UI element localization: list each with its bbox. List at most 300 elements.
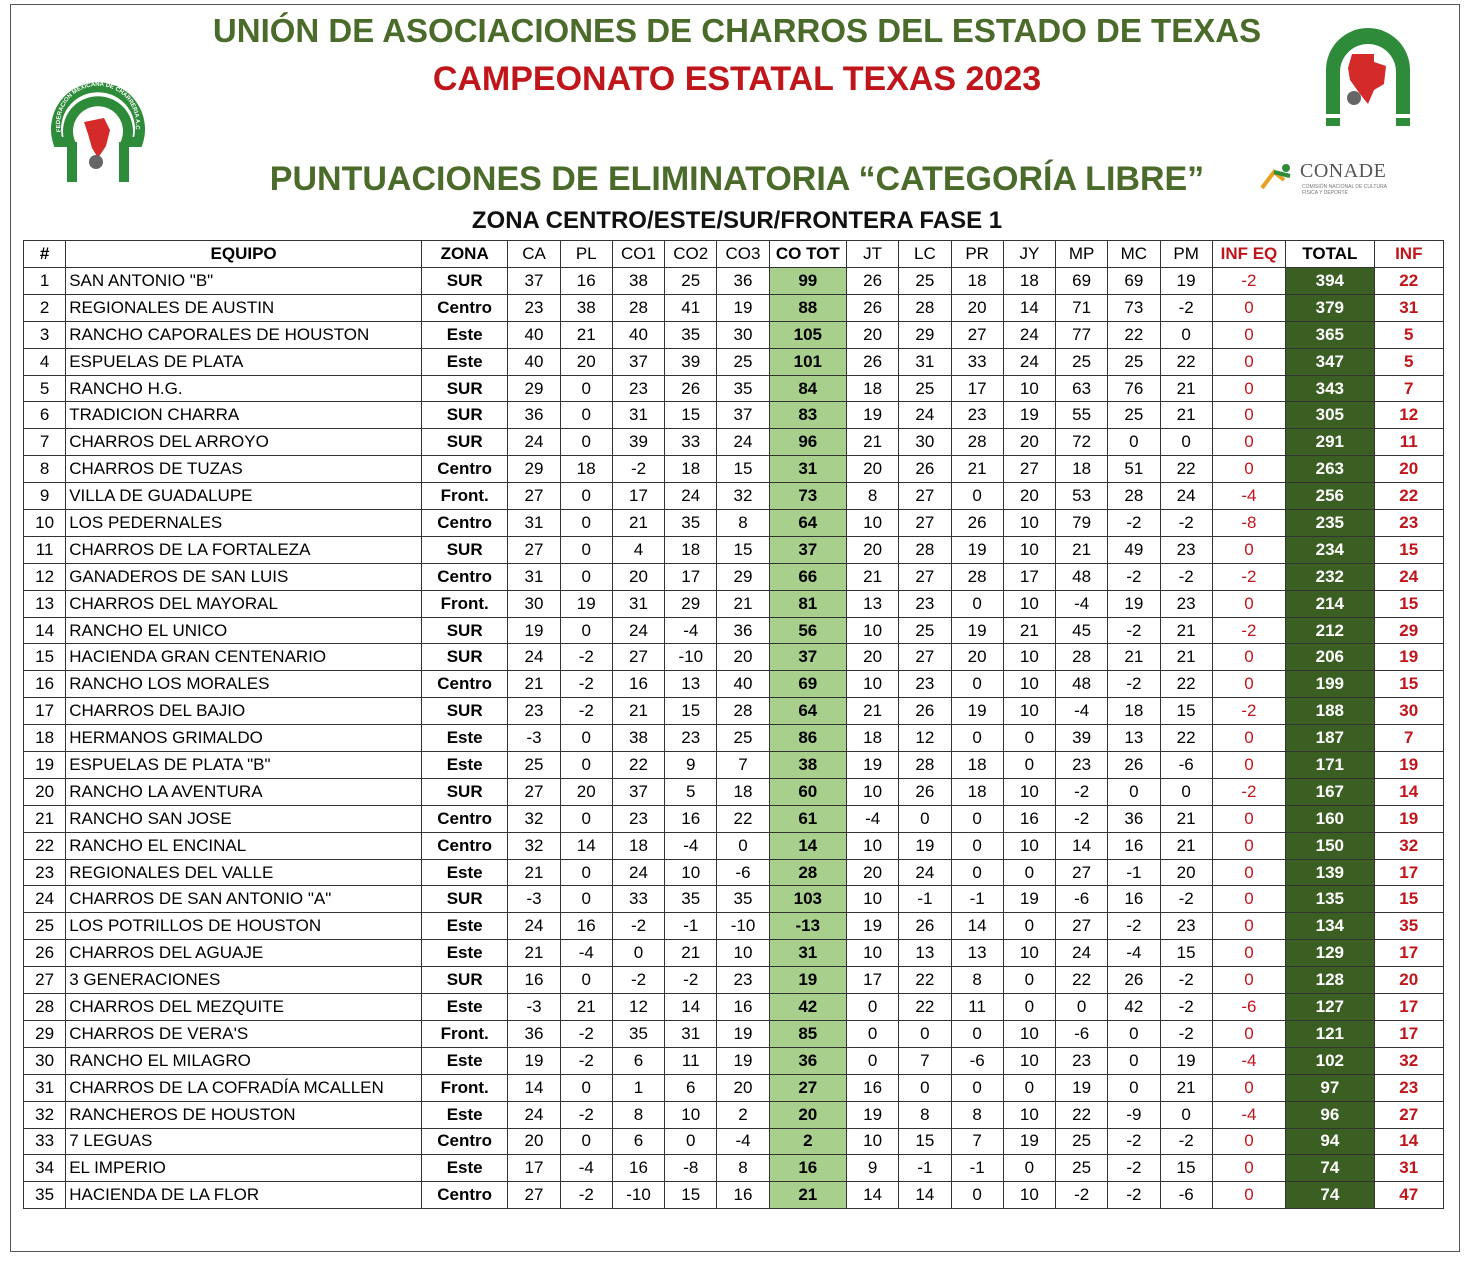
- pl-cell: 38: [560, 294, 612, 321]
- rank-cell: 22: [24, 832, 66, 859]
- col-header: INF: [1374, 241, 1443, 268]
- jt-cell: 21: [847, 698, 899, 725]
- co1-cell: 37: [612, 348, 664, 375]
- pm-cell: -2: [1160, 886, 1212, 913]
- infeq-cell: 0: [1212, 725, 1285, 752]
- rank-cell: 27: [24, 967, 66, 994]
- infeq-cell: -4: [1212, 1101, 1285, 1128]
- zona-cell: Centro: [421, 832, 507, 859]
- pr-cell: 0: [951, 671, 1003, 698]
- jt-cell: 19: [847, 402, 899, 429]
- ca-cell: 24: [508, 429, 560, 456]
- pr-cell: 18: [951, 778, 1003, 805]
- zona-cell: Este: [421, 913, 507, 940]
- total-cell: 187: [1286, 725, 1374, 752]
- ca-cell: 17: [508, 1155, 560, 1182]
- zona-cell: Este: [421, 1101, 507, 1128]
- rank-cell: 15: [24, 644, 66, 671]
- team-name-cell: VILLA DE GUADALUPE: [66, 483, 422, 510]
- team-name-cell: RANCHO SAN JOSE: [66, 805, 422, 832]
- cotot-cell: 84: [769, 375, 846, 402]
- zona-cell: SUR: [421, 967, 507, 994]
- zona-cell: SUR: [421, 375, 507, 402]
- jy-cell: 10: [1003, 644, 1055, 671]
- table-row: [24, 698, 1444, 725]
- co3-cell: 19: [717, 1020, 769, 1047]
- pl-cell: 21: [560, 994, 612, 1021]
- jy-cell: 19: [1003, 886, 1055, 913]
- co2-cell: 41: [665, 294, 717, 321]
- jt-cell: 21: [847, 429, 899, 456]
- rank-cell: 7: [24, 429, 66, 456]
- pr-cell: -1: [951, 886, 1003, 913]
- table-row: [24, 1182, 1444, 1209]
- inf-cell: 5: [1374, 348, 1443, 375]
- inf-cell: 15: [1374, 886, 1443, 913]
- co2-cell: 23: [665, 725, 717, 752]
- zona-cell: Centro: [421, 1128, 507, 1155]
- inf-cell: 7: [1374, 725, 1443, 752]
- rank-cell: 11: [24, 536, 66, 563]
- pl-cell: 0: [560, 725, 612, 752]
- jt-cell: 10: [847, 886, 899, 913]
- pr-cell: -1: [951, 1155, 1003, 1182]
- pl-cell: -2: [560, 1047, 612, 1074]
- ca-cell: 30: [508, 590, 560, 617]
- pr-cell: 19: [951, 698, 1003, 725]
- infeq-cell: 0: [1212, 1155, 1285, 1182]
- rank-cell: 35: [24, 1182, 66, 1209]
- lc-cell: 8: [899, 1101, 951, 1128]
- table-row: [24, 268, 1444, 295]
- pr-cell: 0: [951, 805, 1003, 832]
- total-cell: 256: [1286, 483, 1374, 510]
- inf-cell: 19: [1374, 752, 1443, 779]
- co2-cell: 15: [665, 698, 717, 725]
- team-name-cell: TRADICION CHARRA: [66, 402, 422, 429]
- total-cell: 199: [1286, 671, 1374, 698]
- jt-cell: 19: [847, 752, 899, 779]
- pm-cell: 19: [1160, 268, 1212, 295]
- co3-cell: -10: [717, 913, 769, 940]
- co1-cell: 31: [612, 590, 664, 617]
- mc-cell: 21: [1108, 644, 1160, 671]
- co2-cell: 10: [665, 859, 717, 886]
- infeq-cell: 0: [1212, 321, 1285, 348]
- co1-cell: 4: [612, 536, 664, 563]
- co3-cell: 19: [717, 294, 769, 321]
- inf-cell: 23: [1374, 1074, 1443, 1101]
- co2-cell: 24: [665, 483, 717, 510]
- zona-cell: Front.: [421, 483, 507, 510]
- team-name-cell: RANCHO EL MILAGRO: [66, 1047, 422, 1074]
- pm-cell: 23: [1160, 590, 1212, 617]
- table-row: [24, 1074, 1444, 1101]
- ca-cell: 24: [508, 1101, 560, 1128]
- pl-cell: -4: [560, 940, 612, 967]
- infeq-cell: 0: [1212, 752, 1285, 779]
- pm-cell: 24: [1160, 483, 1212, 510]
- co1-cell: 38: [612, 725, 664, 752]
- jy-cell: 10: [1003, 778, 1055, 805]
- mc-cell: -2: [1108, 1182, 1160, 1209]
- pm-cell: -2: [1160, 1128, 1212, 1155]
- mc-cell: 49: [1108, 536, 1160, 563]
- zona-cell: SUR: [421, 429, 507, 456]
- table-row: [24, 725, 1444, 752]
- pl-cell: 14: [560, 832, 612, 859]
- mp-cell: 23: [1056, 1047, 1108, 1074]
- total-cell: 74: [1286, 1155, 1374, 1182]
- rank-cell: 18: [24, 725, 66, 752]
- infeq-cell: 0: [1212, 886, 1285, 913]
- pm-cell: 20: [1160, 859, 1212, 886]
- cotot-cell: 19: [769, 967, 846, 994]
- rank-cell: 24: [24, 886, 66, 913]
- total-cell: 212: [1286, 617, 1374, 644]
- rank-cell: 8: [24, 456, 66, 483]
- mp-cell: 0: [1056, 994, 1108, 1021]
- rank-cell: 6: [24, 402, 66, 429]
- ca-cell: -3: [508, 994, 560, 1021]
- mp-cell: -4: [1056, 698, 1108, 725]
- lc-cell: 23: [899, 590, 951, 617]
- total-cell: 121: [1286, 1020, 1374, 1047]
- zona-cell: Centro: [421, 1182, 507, 1209]
- zona-cell: Front.: [421, 1020, 507, 1047]
- total-cell: 128: [1286, 967, 1374, 994]
- mc-cell: 13: [1108, 725, 1160, 752]
- team-name-cell: LOS POTRILLOS DE HOUSTON: [66, 913, 422, 940]
- infeq-cell: -2: [1212, 268, 1285, 295]
- infeq-cell: 0: [1212, 1020, 1285, 1047]
- pm-cell: 22: [1160, 671, 1212, 698]
- ca-cell: 29: [508, 456, 560, 483]
- co3-cell: 24: [717, 429, 769, 456]
- table-row: [24, 510, 1444, 537]
- pr-cell: 8: [951, 967, 1003, 994]
- total-cell: 305: [1286, 402, 1374, 429]
- jt-cell: 18: [847, 725, 899, 752]
- pm-cell: 21: [1160, 805, 1212, 832]
- pm-cell: -2: [1160, 563, 1212, 590]
- jt-cell: 16: [847, 1074, 899, 1101]
- ca-cell: -3: [508, 886, 560, 913]
- rank-cell: 3: [24, 321, 66, 348]
- inf-cell: 22: [1374, 483, 1443, 510]
- rank-cell: 1: [24, 268, 66, 295]
- pm-cell: -2: [1160, 1020, 1212, 1047]
- mc-cell: 18: [1108, 698, 1160, 725]
- team-name-cell: CHARROS DEL MAYORAL: [66, 590, 422, 617]
- mc-cell: -2: [1108, 617, 1160, 644]
- total-cell: 347: [1286, 348, 1374, 375]
- team-name-cell: GANADEROS DE SAN LUIS: [66, 563, 422, 590]
- pm-cell: 15: [1160, 698, 1212, 725]
- co3-cell: 36: [717, 617, 769, 644]
- mc-cell: 42: [1108, 994, 1160, 1021]
- zona-cell: Este: [421, 1155, 507, 1182]
- inf-cell: 7: [1374, 375, 1443, 402]
- zona-cell: Este: [421, 752, 507, 779]
- co3-cell: 29: [717, 563, 769, 590]
- co2-cell: -4: [665, 617, 717, 644]
- co3-cell: 40: [717, 671, 769, 698]
- inf-cell: 14: [1374, 778, 1443, 805]
- infeq-cell: -2: [1212, 617, 1285, 644]
- pl-cell: 0: [560, 402, 612, 429]
- mc-cell: -2: [1108, 671, 1160, 698]
- table-row: [24, 994, 1444, 1021]
- lc-cell: 28: [899, 536, 951, 563]
- mp-cell: 19: [1056, 1074, 1108, 1101]
- ca-cell: 21: [508, 940, 560, 967]
- infeq-cell: 0: [1212, 375, 1285, 402]
- pl-cell: 0: [560, 1128, 612, 1155]
- co2-cell: 14: [665, 994, 717, 1021]
- co1-cell: 28: [612, 294, 664, 321]
- co2-cell: 33: [665, 429, 717, 456]
- jt-cell: 19: [847, 1101, 899, 1128]
- inf-cell: 35: [1374, 913, 1443, 940]
- jy-cell: 19: [1003, 1128, 1055, 1155]
- co2-cell: 17: [665, 563, 717, 590]
- co1-cell: 1: [612, 1074, 664, 1101]
- pm-cell: 22: [1160, 456, 1212, 483]
- pl-cell: 18: [560, 456, 612, 483]
- co3-cell: 35: [717, 375, 769, 402]
- pr-cell: 19: [951, 536, 1003, 563]
- co3-cell: 20: [717, 1074, 769, 1101]
- jy-cell: 10: [1003, 1182, 1055, 1209]
- table-row: [24, 805, 1444, 832]
- jy-cell: 10: [1003, 1101, 1055, 1128]
- col-header: INF EQ: [1212, 241, 1285, 268]
- mp-cell: 25: [1056, 1155, 1108, 1182]
- ca-cell: 40: [508, 348, 560, 375]
- zona-cell: Front.: [421, 590, 507, 617]
- co2-cell: 6: [665, 1074, 717, 1101]
- infeq-cell: 0: [1212, 294, 1285, 321]
- co1-cell: 23: [612, 375, 664, 402]
- zona-cell: Centro: [421, 294, 507, 321]
- ca-cell: 27: [508, 778, 560, 805]
- pl-cell: 0: [560, 510, 612, 537]
- table-row: [24, 886, 1444, 913]
- total-cell: 188: [1286, 698, 1374, 725]
- co3-cell: 30: [717, 321, 769, 348]
- mc-cell: 36: [1108, 805, 1160, 832]
- total-cell: 97: [1286, 1074, 1374, 1101]
- pr-cell: 0: [951, 1020, 1003, 1047]
- table-row: [24, 671, 1444, 698]
- mp-cell: 14: [1056, 832, 1108, 859]
- cotot-cell: 103: [769, 886, 846, 913]
- rank-cell: 13: [24, 590, 66, 617]
- co3-cell: 0: [717, 832, 769, 859]
- co1-cell: 6: [612, 1128, 664, 1155]
- co2-cell: 18: [665, 456, 717, 483]
- mc-cell: 76: [1108, 375, 1160, 402]
- ca-cell: 20: [508, 1128, 560, 1155]
- jt-cell: -4: [847, 805, 899, 832]
- co2-cell: 26: [665, 375, 717, 402]
- co2-cell: 39: [665, 348, 717, 375]
- cotot-cell: 36: [769, 1047, 846, 1074]
- cotot-cell: 31: [769, 940, 846, 967]
- mc-cell: 69: [1108, 268, 1160, 295]
- lc-cell: 19: [899, 832, 951, 859]
- cotot-cell: 2: [769, 1128, 846, 1155]
- total-cell: 129: [1286, 940, 1374, 967]
- jt-cell: 10: [847, 940, 899, 967]
- pr-cell: 23: [951, 402, 1003, 429]
- team-name-cell: CHARROS DE LA FORTALEZA: [66, 536, 422, 563]
- jy-cell: 17: [1003, 563, 1055, 590]
- lc-cell: 28: [899, 294, 951, 321]
- co2-cell: 25: [665, 268, 717, 295]
- cotot-cell: 38: [769, 752, 846, 779]
- col-header: CA: [508, 241, 560, 268]
- team-name-cell: CHARROS DE SAN ANTONIO "A": [66, 886, 422, 913]
- inf-cell: 24: [1374, 563, 1443, 590]
- pm-cell: -2: [1160, 967, 1212, 994]
- pm-cell: 22: [1160, 348, 1212, 375]
- mp-cell: 27: [1056, 913, 1108, 940]
- infeq-cell: 0: [1212, 1182, 1285, 1209]
- cotot-cell: 64: [769, 698, 846, 725]
- infeq-cell: 0: [1212, 1074, 1285, 1101]
- lc-cell: 26: [899, 913, 951, 940]
- mc-cell: -2: [1108, 563, 1160, 590]
- table-row: [24, 321, 1444, 348]
- col-header: MP: [1056, 241, 1108, 268]
- infeq-cell: 0: [1212, 1128, 1285, 1155]
- col-header: PM: [1160, 241, 1212, 268]
- co1-cell: 38: [612, 268, 664, 295]
- team-name-cell: RANCHO EL ENCINAL: [66, 832, 422, 859]
- jy-cell: 0: [1003, 967, 1055, 994]
- infeq-cell: -2: [1212, 778, 1285, 805]
- mp-cell: 25: [1056, 348, 1108, 375]
- pl-cell: 21: [560, 321, 612, 348]
- co1-cell: 24: [612, 859, 664, 886]
- team-name-cell: ESPUELAS DE PLATA: [66, 348, 422, 375]
- team-name-cell: HACIENDA GRAN CENTENARIO: [66, 644, 422, 671]
- pr-cell: 27: [951, 321, 1003, 348]
- co1-cell: 24: [612, 617, 664, 644]
- jy-cell: 10: [1003, 698, 1055, 725]
- co3-cell: 25: [717, 725, 769, 752]
- jy-cell: 0: [1003, 913, 1055, 940]
- cotot-cell: 60: [769, 778, 846, 805]
- jt-cell: 18: [847, 375, 899, 402]
- mc-cell: 26: [1108, 967, 1160, 994]
- mp-cell: 79: [1056, 510, 1108, 537]
- pr-cell: 20: [951, 644, 1003, 671]
- jt-cell: 10: [847, 1128, 899, 1155]
- pr-cell: 26: [951, 510, 1003, 537]
- team-name-cell: ESPUELAS DE PLATA "B": [66, 752, 422, 779]
- team-name-cell: CHARROS DEL AGUAJE: [66, 940, 422, 967]
- ca-cell: 24: [508, 644, 560, 671]
- co3-cell: 21: [717, 590, 769, 617]
- jt-cell: 17: [847, 967, 899, 994]
- total-cell: 94: [1286, 1128, 1374, 1155]
- col-header: PR: [951, 241, 1003, 268]
- team-name-cell: LOS PEDERNALES: [66, 510, 422, 537]
- document-header: [0, 0, 1474, 240]
- table-row: [24, 1047, 1444, 1074]
- ca-cell: 24: [508, 913, 560, 940]
- inf-cell: 29: [1374, 617, 1443, 644]
- team-name-cell: 3 GENERACIONES: [66, 967, 422, 994]
- table-row: [24, 294, 1444, 321]
- pm-cell: 0: [1160, 1101, 1212, 1128]
- zona-cell: SUR: [421, 268, 507, 295]
- rank-cell: 9: [24, 483, 66, 510]
- mp-cell: 77: [1056, 321, 1108, 348]
- rank-cell: 28: [24, 994, 66, 1021]
- cotot-cell: 16: [769, 1155, 846, 1182]
- team-name-cell: SAN ANTONIO "B": [66, 268, 422, 295]
- total-cell: 394: [1286, 268, 1374, 295]
- co1-cell: 16: [612, 671, 664, 698]
- inf-cell: 5: [1374, 321, 1443, 348]
- pr-cell: 19: [951, 617, 1003, 644]
- pm-cell: 19: [1160, 1047, 1212, 1074]
- cotot-cell: 83: [769, 402, 846, 429]
- mc-cell: 16: [1108, 832, 1160, 859]
- inf-cell: 27: [1374, 1101, 1443, 1128]
- infeq-cell: 0: [1212, 536, 1285, 563]
- co1-cell: -2: [612, 967, 664, 994]
- zona-cell: Centro: [421, 805, 507, 832]
- co3-cell: 32: [717, 483, 769, 510]
- total-cell: 74: [1286, 1182, 1374, 1209]
- jy-cell: 10: [1003, 940, 1055, 967]
- total-cell: 232: [1286, 563, 1374, 590]
- pl-cell: -2: [560, 1020, 612, 1047]
- cotot-cell: 37: [769, 536, 846, 563]
- pm-cell: 23: [1160, 536, 1212, 563]
- inf-cell: 15: [1374, 590, 1443, 617]
- co2-cell: 35: [665, 510, 717, 537]
- title-campeonato: CAMPEONATO ESTATAL TEXAS 2023: [432, 60, 1042, 98]
- cotot-cell: 42: [769, 994, 846, 1021]
- title-union: UNIÓN DE ASOCIACIONES DE CHARROS DEL ESTADO DE TEXAS: [212, 12, 1262, 49]
- lc-cell: 24: [899, 859, 951, 886]
- infeq-cell: -2: [1212, 563, 1285, 590]
- co3-cell: 10: [717, 940, 769, 967]
- total-cell: 365: [1286, 321, 1374, 348]
- rank-cell: 26: [24, 940, 66, 967]
- pm-cell: 0: [1160, 429, 1212, 456]
- co2-cell: -8: [665, 1155, 717, 1182]
- zona-cell: Front.: [421, 1074, 507, 1101]
- mc-cell: 22: [1108, 321, 1160, 348]
- mc-cell: 73: [1108, 294, 1160, 321]
- jt-cell: 26: [847, 268, 899, 295]
- ca-cell: 19: [508, 1047, 560, 1074]
- inf-cell: 17: [1374, 940, 1443, 967]
- lc-cell: 29: [899, 321, 951, 348]
- table-row: [24, 617, 1444, 644]
- rank-cell: 12: [24, 563, 66, 590]
- ca-cell: 29: [508, 375, 560, 402]
- pl-cell: 0: [560, 805, 612, 832]
- pl-cell: 0: [560, 563, 612, 590]
